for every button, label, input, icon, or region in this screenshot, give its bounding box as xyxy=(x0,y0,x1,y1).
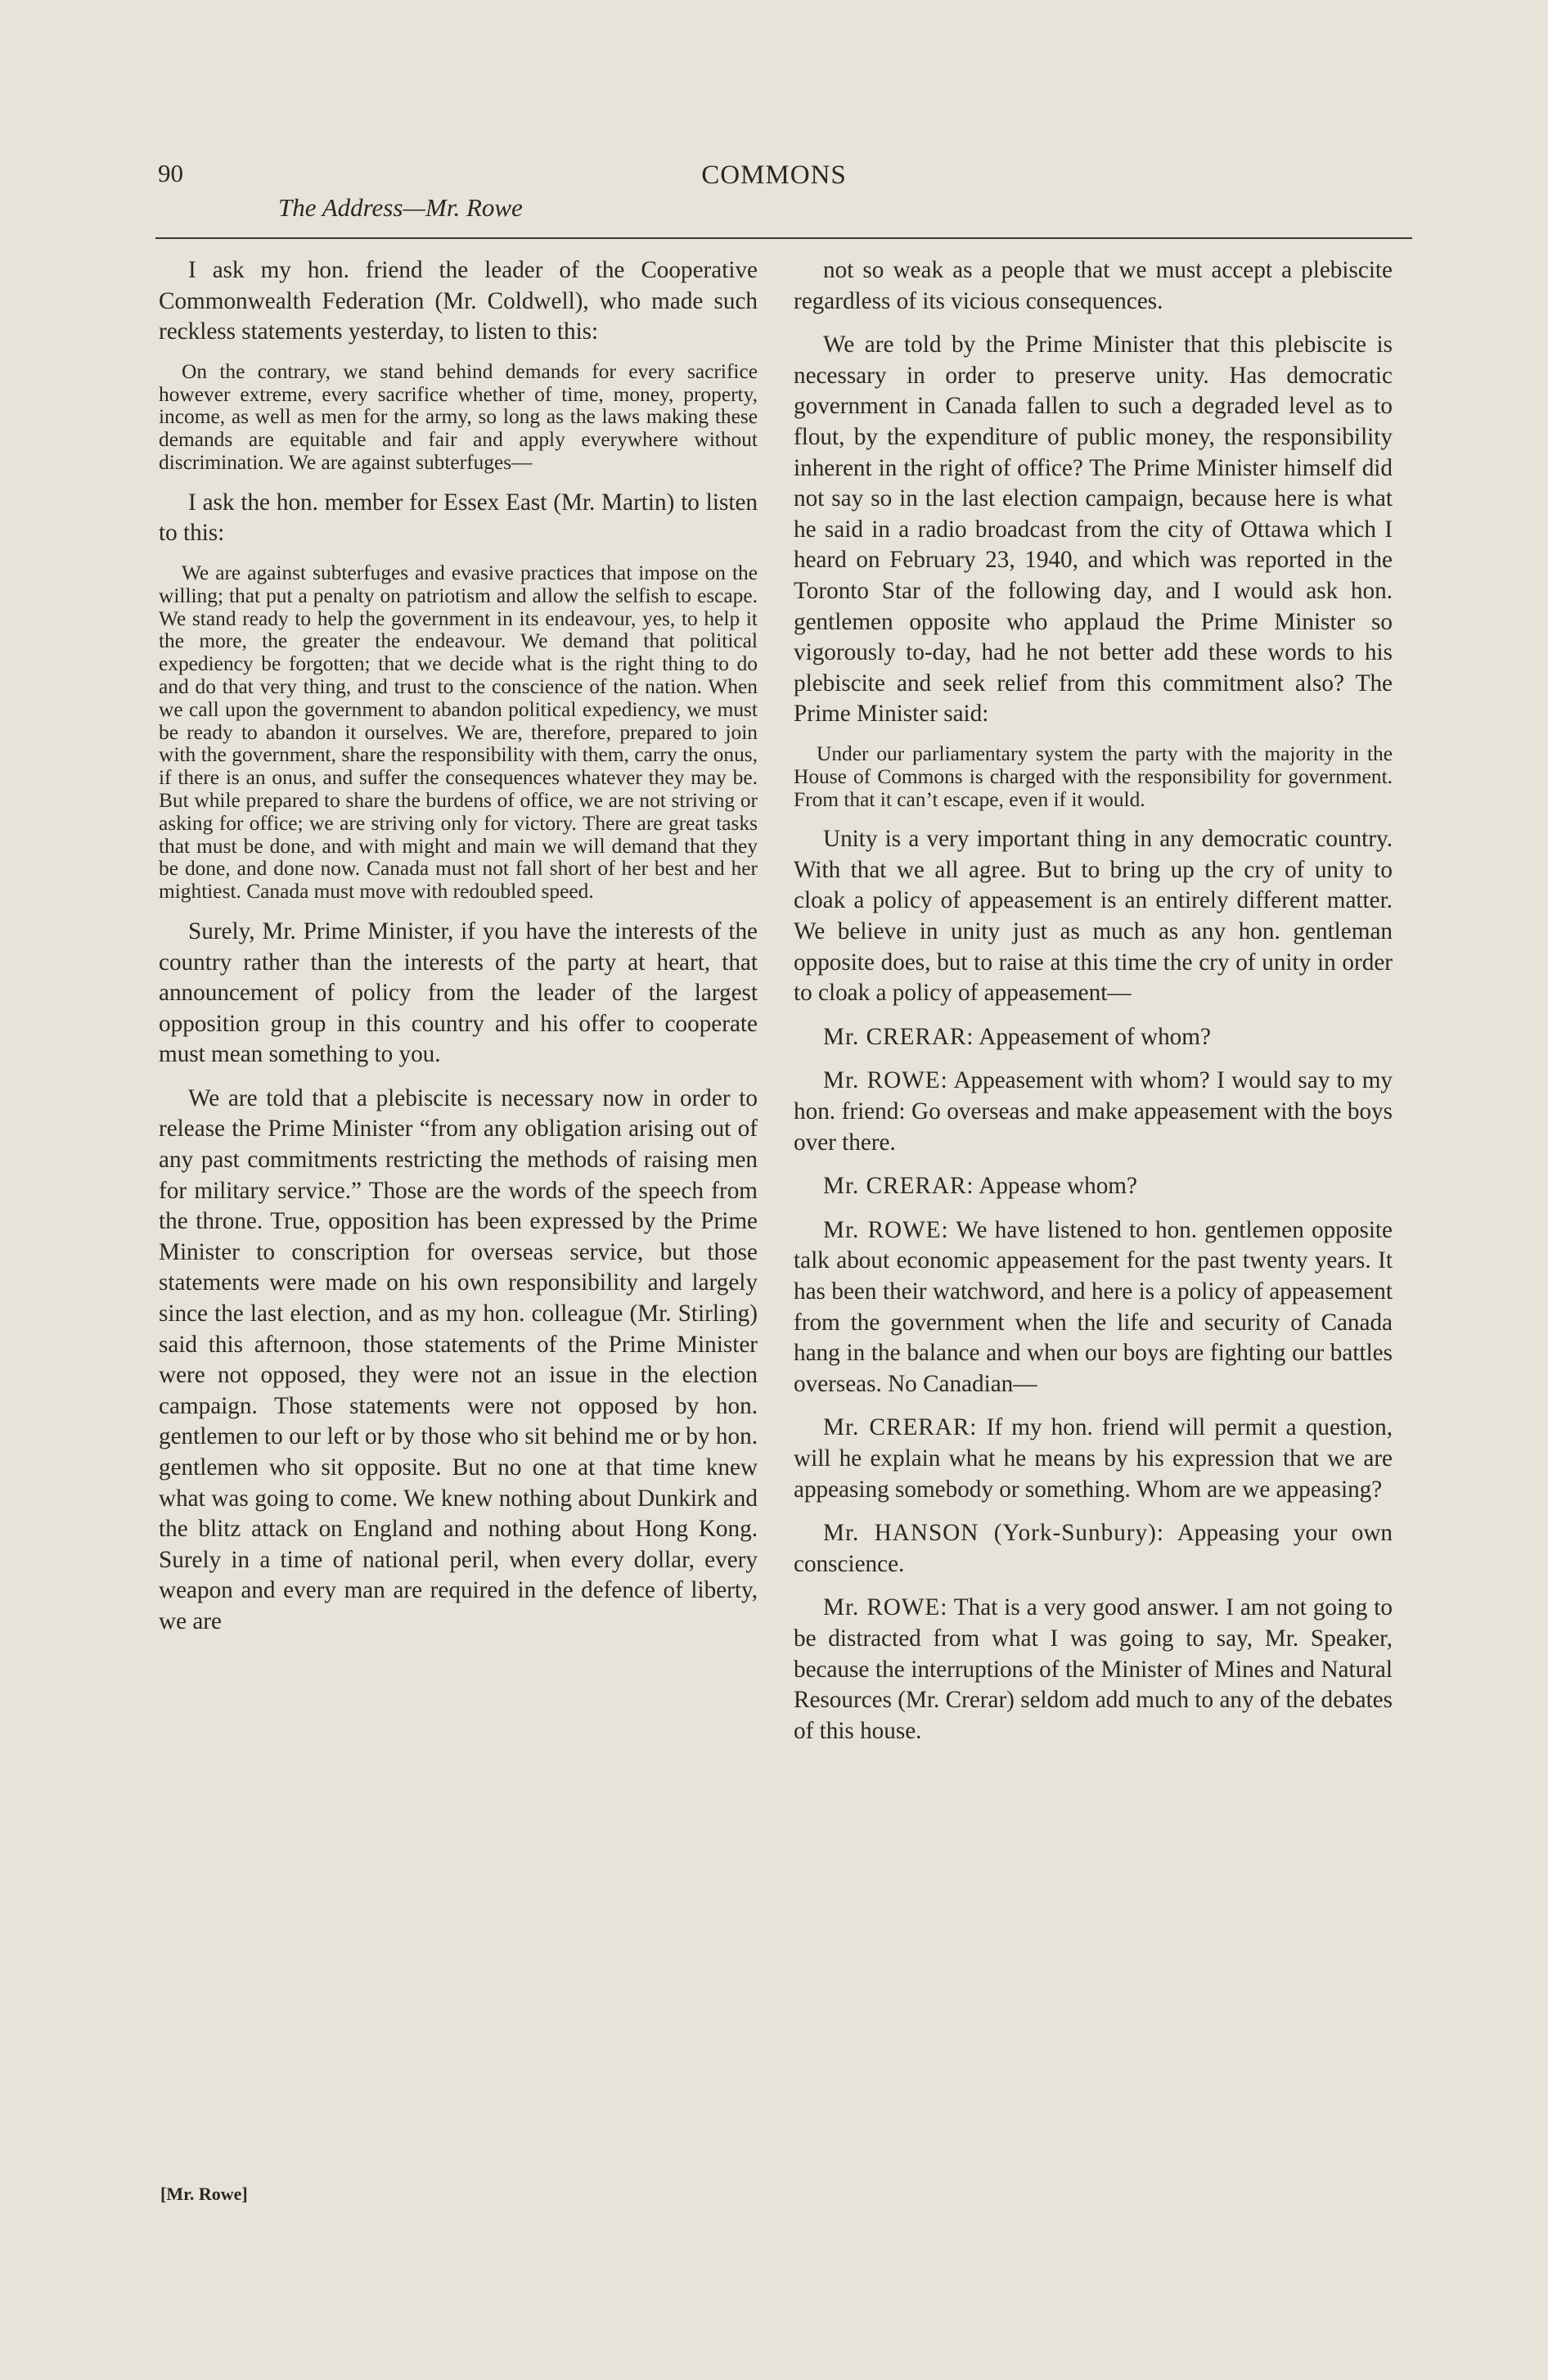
page-number: 90 xyxy=(158,159,183,187)
paragraph: not so weak as a people that we must accept a plebiscite regardless of its vicious consequences. xyxy=(794,257,1393,314)
paragraph: I ask my hon. friend the leader of the Cooperative Commonwealth Federation (Mr. Coldwell), who made such reckless statements yesterday, to listen to this: xyxy=(159,257,758,345)
block-quote: Under our parliamentary system the party with the majority in the House of Commons is charged with the responsibility for government. From that it can’t escape, even if it would. xyxy=(794,741,1393,811)
speaker-name: Mr. HANSON (York-Sunbury): xyxy=(823,1520,1164,1547)
speech-entry xyxy=(794,1022,1393,1053)
speaker-name: Mr. CRERAR: xyxy=(823,1023,974,1050)
paragraph: We are told that a plebiscite is necessary now in order to release the Prime Minister “from any obligation arising out of any past commitments restricting the methods of raising men for military service.” Those are the words of the speech from the throne. True, opposition has been expressed by the Prime Minister to conscription for overseas service, but those statements were made on his own responsibility and largely since the last election, and as my hon. colleague (Mr. Stirling) said this afternoon, those statements of the Prime Minister were not opposed, they were not an issue in the election campaign. Those statements were not opposed by hon. gentlemen to our left or by those who sit behind me or by hon. gentlemen who sit opposite. But no one at that time knew what was going to come. We knew nothing about Dunkirk and the blitz attack on England and nothing about Hong Kong. Surely in a time of national peril, when every dollar, every weapon and every man are required in the defence of liberty, we are xyxy=(159,1084,758,1634)
speech-entry xyxy=(794,1171,1393,1202)
speech-text: Appease whom? xyxy=(979,1173,1137,1200)
left-column xyxy=(159,255,758,1651)
paragraph: I ask the hon. member for Essex East (Mr. Martin) to listen to this: xyxy=(159,489,758,547)
speech-text: If my hon. friend will permit a question, will he explain what he means by his expression that we are appeasing somebody or something. Whom are we appeasing? xyxy=(794,1414,1393,1503)
speech-text: Appeasing your own conscience. xyxy=(794,1520,1393,1577)
speech-text: We have listened to hon. gentlemen opposite talk about economic appeasement for the past twenty years. It has been their watchword, and here is a policy of appeasement from the government when the life and security of Canada hang in the balance and when our boys are fighting our battles overseas. No Canadian— xyxy=(794,1216,1393,1397)
speech-entry xyxy=(794,1413,1393,1505)
paragraph: We are told by the Prime Minister that this plebiscite is necessary in order to preserve unity. Has democratic government in Canada fallen to such a degraded level as to flout, by the expenditure of public money, the responsibility inherent in the right of office? The Prime Minister himself did not say so in the last election campaign, because here is what he said in a radio broadcast from the city of Ottawa which I heard on February 23, 1940, and which was reported in the Toronto Star of the following day, and I would ask hon. gentlemen opposite who applaud the Prime Minister so vigorously to-day, had he not better add these words to his plebiscite and seek relief from this commitment also? The Prime Minister said: xyxy=(794,331,1393,728)
speech-entry xyxy=(794,1066,1393,1158)
speaker-footnote: [Mr. Rowe] xyxy=(160,2184,248,2204)
block-quote: We are against subterfuges and evasive practices that impose on the willing; that put a penalty on patriotism and allow the selfish to escape. We stand ready to help the government in its endeavour, yes, to help it the more, the greater the endeavour. We demand that political expediency be forgotten; that we decide what is the right thing to do and do that very thing, and trust to the conscience of the nation. When we call upon the government to abandon political expediency, we must be ready to abandon it ourselves. We are, therefore, prepared to join with the government, share the responsibility with them, carry the onus, if there is an onus, and suffer the consequences whatever they may be. But while prepared to share the burdens of office, we are not striving or asking for office; we are striving only for victory. There are great tasks that must be done, and with might and main we will demand that they be done, and done now. Canada must not fall short of her best and her mightiest. Canada must move with redoubled speed. xyxy=(159,561,758,904)
speech-entry xyxy=(794,1518,1393,1580)
header-rule xyxy=(155,237,1412,239)
speech-entry xyxy=(794,1593,1393,1747)
right-column xyxy=(794,255,1393,1760)
paragraph: Surely, Mr. Prime Minister, if you have the interests of the country rather than the interests of the party at heart, that announcement of policy from the leader of the largest opposition group in this country and his offer to cooperate must mean something to you. xyxy=(159,917,758,1068)
speaker-name: Mr. ROWE: xyxy=(823,1216,949,1243)
section-subhead: The Address—Mr. Rowe xyxy=(278,193,523,222)
speech-text: Appeasement of whom? xyxy=(979,1023,1211,1050)
speaker-name: Mr. CRERAR: xyxy=(823,1173,974,1200)
paragraph: Unity is a very important thing in any democratic country. With that we all agree. But to bring up the cry of unity to cloak a policy of appeasement is an entirely different matter. We believe in unity just as much as any hon. gentleman opposite does, but to raise at this time the cry of unity in order to cloak a policy of appeasement— xyxy=(794,826,1393,1007)
speech-text: That is a very good answer. I am not going to be distracted from what I was going to say, Mr. Speaker, because the interruptions of the Minister of Mines and Natural Resources (Mr. Crerar) seldom add much to any of the debates of this house. xyxy=(794,1594,1393,1744)
speech-entry xyxy=(794,1215,1393,1400)
speaker-name: Mr. CRERAR: xyxy=(823,1414,978,1441)
block-quote: On the contrary, we stand behind demands for every sacrifice however extreme, every sacrifice whether of time, money, property, income, as well as men for the army, so long as the laws making these demands are equitable and fair and apply everywhere without discrimination. We are against subterfuges— xyxy=(159,359,758,474)
speaker-name: Mr. ROWE: xyxy=(823,1594,948,1621)
running-head: COMMONS xyxy=(701,160,847,190)
speech-text: Appeasement with whom? I would say to my hon. friend: Go overseas and make appeasement with the boys over there. xyxy=(794,1067,1393,1156)
speaker-name: Mr. ROWE: xyxy=(823,1067,948,1094)
